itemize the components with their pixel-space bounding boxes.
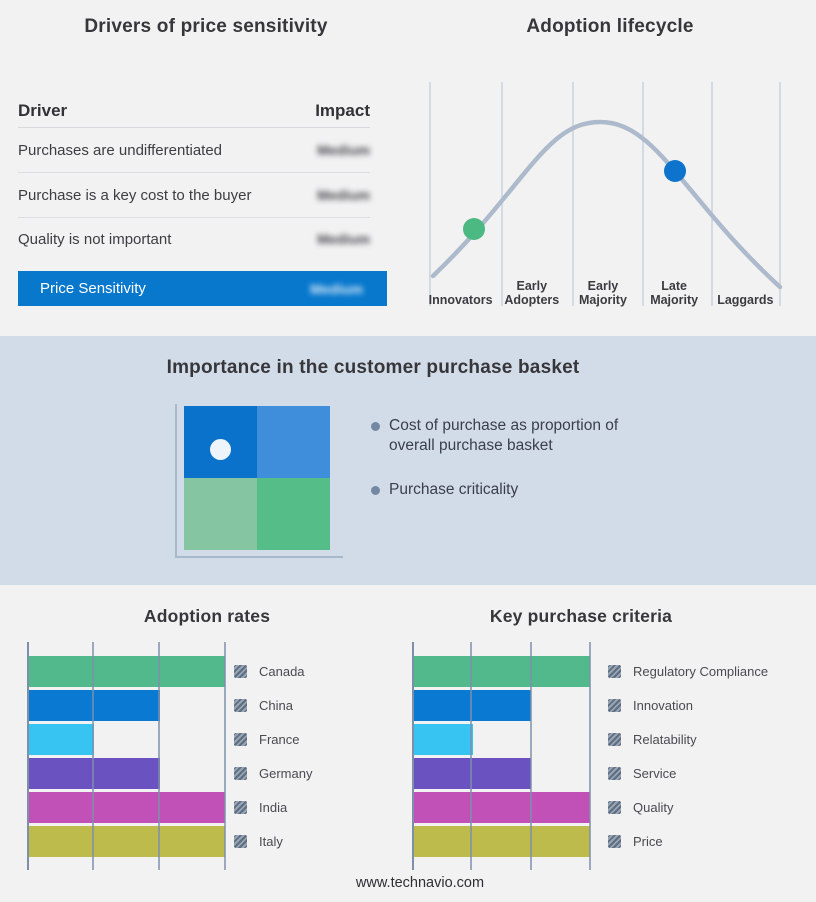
bar-quality [414,792,590,823]
legend-item [608,656,768,687]
hatched-swatch-icon [234,733,247,746]
hatched-swatch-icon [608,767,621,780]
quadrant-top-right [257,406,330,478]
x-gridline [589,642,591,870]
hatched-swatch-icon [608,801,621,814]
bar-germany [29,758,160,789]
price-sensitivity-value-redacted: Medium [310,280,363,297]
bullet-text: Cost of purchase as proportion of overall purchase basket [389,417,619,455]
purchase-criteria-legend [608,656,768,860]
late-majority-stage-marker [664,160,686,182]
bar-group [29,656,225,860]
stage-label: Innovators [428,293,493,307]
legend-label: Canada [259,664,305,679]
bullet-text: Purchase criticality [389,481,519,499]
hatched-swatch-icon [608,665,621,678]
legend-label: India [259,800,288,815]
purchase-criteria-title: Key purchase criteria [489,606,673,626]
stage-label: Early Majority [579,279,627,307]
hatched-swatch-icon [234,801,247,814]
legend-label: Price [633,834,663,849]
bar-italy [29,826,225,857]
legend-label: Relatability [633,732,697,747]
stage-label: Late Majority [650,279,699,307]
bar-relatability [414,724,473,755]
x-gridline [470,642,472,870]
legend-label: Italy [259,834,283,849]
driver-cell: Purchase is a key cost to the buyer [18,186,252,204]
x-gridline [224,642,226,870]
x-gridline [158,642,160,870]
legend-label: China [259,698,293,713]
impact-cell-redacted: Medium [317,231,370,247]
quadrant-bottom-right [257,478,330,550]
legend-item [234,758,312,789]
drivers-panel-title: Drivers of price sensitivity [84,16,328,37]
lifecycle-stage-labels [425,264,781,308]
legend-item [608,690,768,721]
x-gridline [92,642,94,870]
drivers-table [18,94,370,260]
legend-label: Service [633,766,677,781]
bar-innovation [414,690,531,721]
hatched-swatch-icon [608,835,621,848]
adoption-rates-legend [234,656,312,860]
bar-france [29,724,94,755]
quadrant-bottom-left [184,478,257,550]
adoption-rates-chart [27,642,225,870]
legend-label: Germany [259,766,313,781]
bar-canada [29,656,225,687]
driver-cell: Quality is not important [18,230,172,248]
legend-label: France [259,732,300,747]
stage-label: Early Adopters [504,279,560,307]
bell-curve [433,122,780,287]
table-row [18,173,370,218]
bar-service [414,758,531,789]
impact-column-header: Impact [315,100,370,120]
website-url: www.technavio.com [355,875,485,891]
driver-cell: Purchases are undifferentiated [18,141,223,159]
legend-item [608,724,768,755]
legend-item [234,792,312,823]
drivers-table-header [18,94,370,128]
impact-cell-redacted: Medium [317,142,370,158]
bar-group [414,656,590,860]
hatched-swatch-icon [608,699,621,712]
lifecycle-panel-title: Adoption lifecycle [526,16,694,37]
x-gridline [530,642,532,870]
hatched-swatch-icon [234,699,247,712]
legend-label: Innovation [633,698,693,713]
bullet-icon [371,422,380,431]
table-row [18,128,370,173]
legend-item [608,792,768,823]
legend-label: Regulatory Compliance [633,664,769,679]
legend-item [234,826,312,857]
basket-panel-title: Importance in the customer purchase basket [166,357,580,378]
impact-cell-redacted: Medium [317,187,370,203]
list-item [371,416,641,456]
legend-item [234,656,312,687]
basket-bullet-list [371,416,641,524]
purchase-basket-quadrant [184,406,330,550]
innovators-stage-marker [463,218,485,240]
position-dot-icon [210,439,231,460]
legend-item [608,826,768,857]
hatched-swatch-icon [234,835,247,848]
list-item [371,480,641,500]
bar-price [414,826,590,857]
y-axis-line [27,642,29,870]
purchase-criteria-chart [412,642,590,870]
adoption-rates-title: Adoption rates [143,606,271,626]
legend-item [608,758,768,789]
driver-column-header: Driver [18,100,68,120]
quadrant-top-left [184,406,257,478]
quadrant-y-axis [175,404,177,558]
bullet-icon [371,486,380,495]
bar-china [29,690,160,721]
bar-regulatory-compliance [414,656,590,687]
table-row [18,218,370,260]
price-sensitivity-banner [18,271,387,306]
hatched-swatch-icon [234,665,247,678]
price-sensitivity-label: Price Sensitivity [40,280,146,297]
stage-label: Laggards [717,293,774,307]
hatched-swatch-icon [608,733,621,746]
legend-label: Quality [633,800,674,815]
legend-item [234,724,312,755]
hatched-swatch-icon [234,767,247,780]
quadrant-x-axis [175,556,343,558]
legend-item [234,690,312,721]
y-axis-line [412,642,414,870]
bar-india [29,792,225,823]
